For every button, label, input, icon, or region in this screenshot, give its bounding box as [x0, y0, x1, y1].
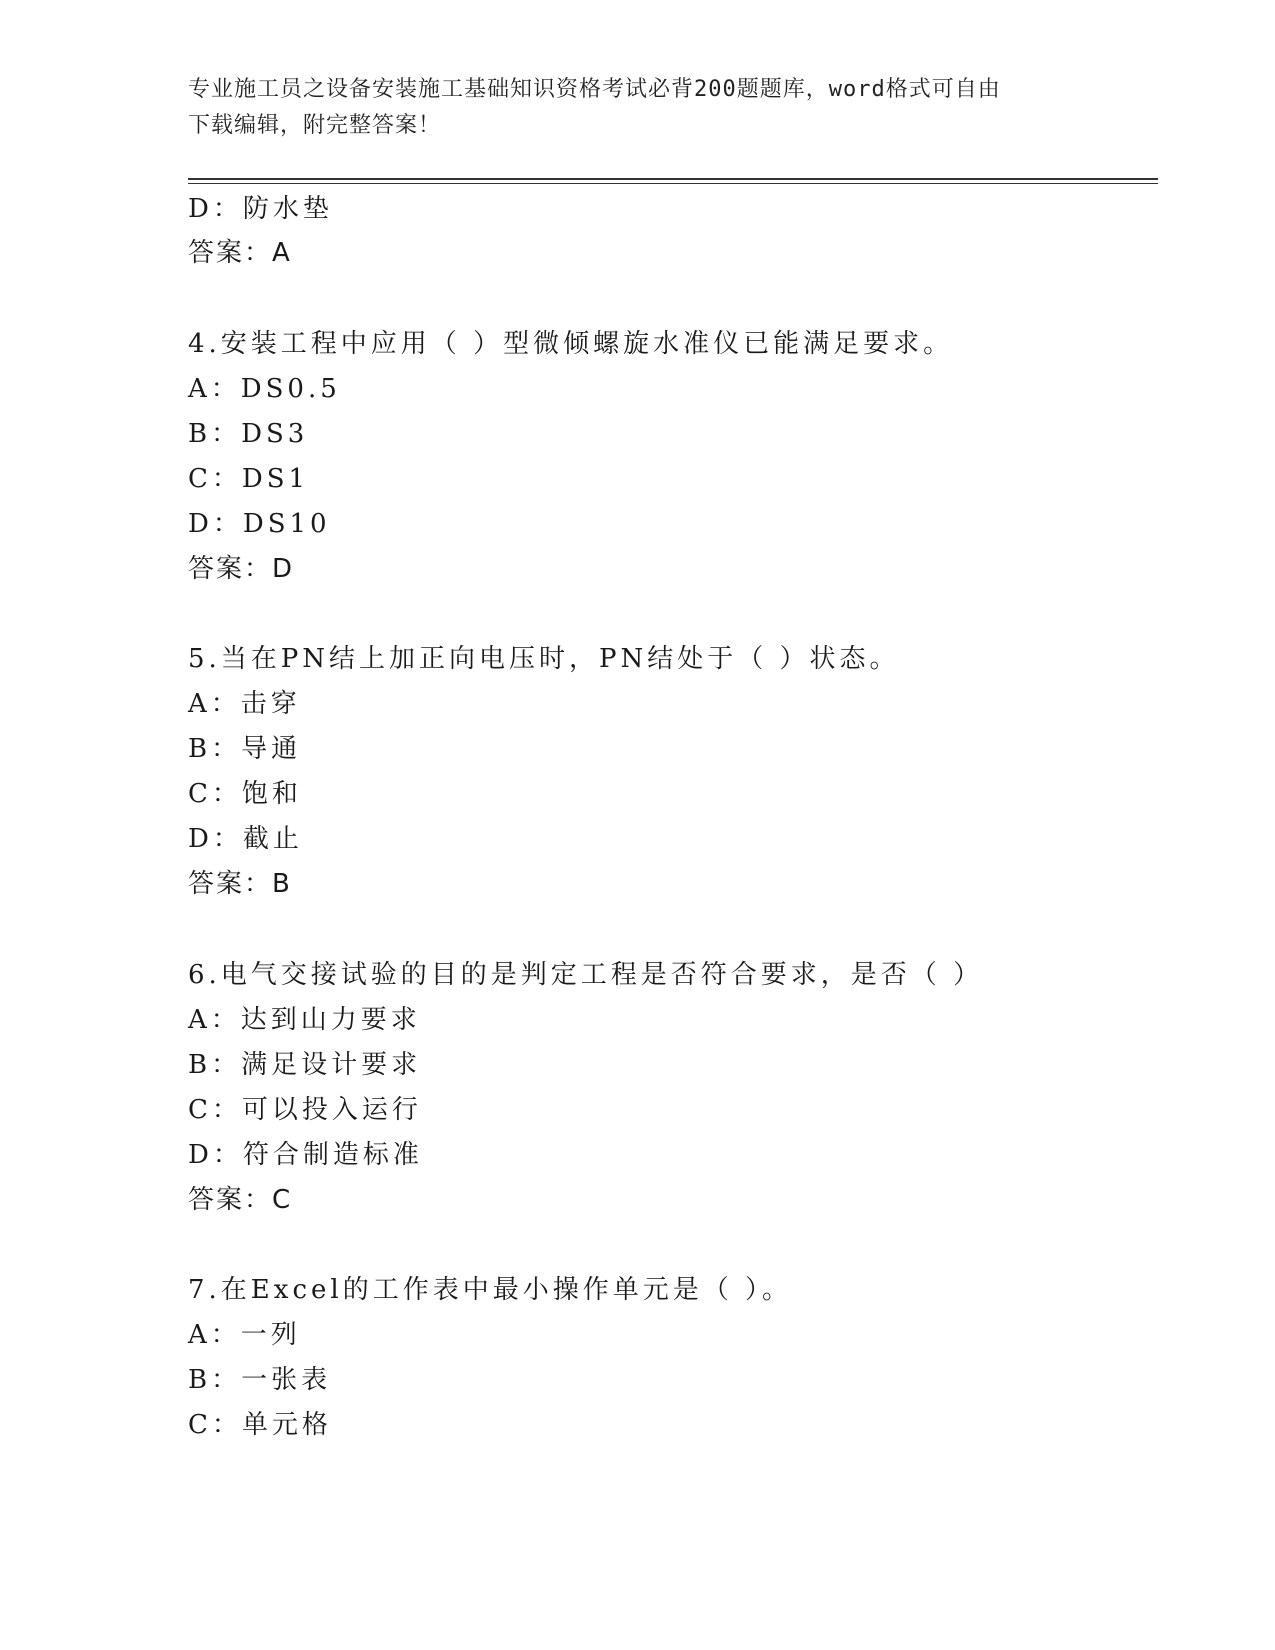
option-line: B：一张表	[188, 1365, 332, 1395]
question-line: 5.当在PN结上加正向电压时，PN结处于（ ）状态。	[188, 644, 900, 674]
document-header	[188, 72, 1088, 144]
question-line: 6.电气交接试验的目的是判定工程是否符合要求，是否（ ）	[188, 960, 984, 990]
option-line: A：一列	[188, 1320, 301, 1350]
answer-line: 答案：A	[188, 238, 292, 268]
answer-line: 答案：C	[188, 1185, 293, 1215]
option-line: A：击穿	[188, 689, 301, 719]
option-line: C：单元格	[188, 1410, 332, 1440]
option-line: C：可以投入运行	[188, 1095, 422, 1125]
option-line: B：满足设计要求	[188, 1050, 422, 1080]
option-line: C：饱和	[188, 779, 302, 809]
header-divider-thick	[188, 178, 1158, 180]
option-line: D：DS10	[188, 509, 331, 539]
answer-line: 答案：D	[188, 554, 295, 584]
answer-line: 答案：B	[188, 869, 292, 899]
option-line: D：防水垫	[188, 194, 333, 224]
option-line: D：截止	[188, 824, 303, 854]
question-line: 7.在Excel的工作表中最小操作单元是（ ）。	[188, 1275, 792, 1305]
option-line: A：DS0.5	[188, 374, 341, 404]
header-divider-thin	[188, 183, 1158, 184]
option-line: C：DS1	[188, 464, 310, 494]
option-line: D：符合制造标准	[188, 1140, 423, 1170]
option-line: B：导通	[188, 734, 302, 764]
option-line: B：DS3	[188, 419, 309, 449]
question-line: 4.安装工程中应用（ ）型微倾螺旋水准仪已能满足要求。	[188, 329, 954, 359]
header-line-2: 下载编辑，附完整答案！	[188, 113, 442, 138]
option-line: A：达到山力要求	[188, 1005, 421, 1035]
header-line-1: 专业施工员之设备安装施工基础知识资格考试必背200题题库，word格式可自由	[188, 77, 1001, 102]
